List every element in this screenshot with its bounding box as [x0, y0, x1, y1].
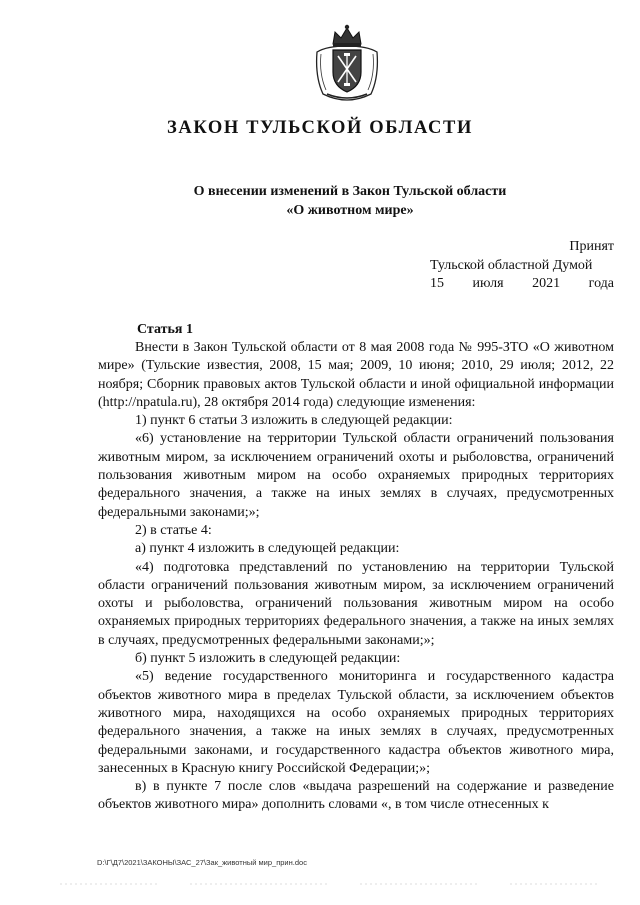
subtitle-line-1: О внесении изменений в Закон Тульской области [193, 184, 507, 199]
paragraph: б) пункт 5 изложить в следующей редакции: [135, 651, 401, 667]
adopted-by: Тульской областной Думой [430, 257, 593, 273]
adoption-month: июля [472, 276, 504, 291]
paragraph: «4) подготовка представлений по установлению на территории Тульской области ограничений пользования животным миром, за исключением ограничений охоты и рыболовства, ограничений пользования животным миром на особо охраняемых природных территориях федерального значения, а также на иных землях в случаях, предусмотренных федеральными законами;»; [98, 559, 614, 648]
article-heading: Статья 1 [137, 322, 193, 337]
law-subtitle [0, 182, 640, 220]
law-title: ЗАКОН ТУЛЬСКОЙ ОБЛАСТИ [167, 118, 473, 138]
adoption-block [430, 238, 614, 294]
paragraph: 2) в статье 4: [135, 522, 212, 538]
adoption-year: 2021 [532, 276, 561, 291]
coat-of-arms-icon [313, 22, 381, 104]
paragraph: «5) ведение государственного мониторинга и государственного кадастра объектов животного мира в пределах Тульской области, за исключением объектов животного мира, находящихся на особо охраняемых природных территориях федерального значения, а также на иных землях в случаях, предусмотренных федеральными законами, и государственного кадастра объектов животного мира, занесенных в Красную книгу Российской Федерации;»; [98, 669, 614, 776]
paragraph: Внести в Закон Тульской области от 8 мая 2008 года № 995-ЗТО «О животном мире» (Тульские известия, 2008, 15 мая; 2009, 10 июня; 2010, 29 июля; 2012, 22 ноября; Сборник правовых актов Тульской области и иной официальной информации (http://npatula.ru), 28 октября 2014 года) следующие изменения: [98, 340, 614, 410]
article-body [98, 339, 614, 815]
subtitle-line-2: «О животном мире» [286, 203, 414, 218]
paragraph: «6) установление на территории Тульской области ограничений пользования животным миром, за исключением ограничений охоты и рыболовства, ограничений пользования животным миром на особо охраняемых природных территориях федерального значения, а также на иных землях в случаях, предусмотренных федеральными законами;»; [98, 431, 614, 520]
adoption-date [430, 275, 614, 294]
paragraph: а) пункт 4 изложить в следующей редакции: [135, 541, 400, 557]
paragraph: 1) пункт 6 статьи 3 изложить в следующей редакции: [135, 413, 453, 429]
adoption-year-word: года [588, 276, 614, 291]
scan-artifact-divider [0, 882, 640, 886]
adoption-day: 15 [430, 276, 444, 291]
file-path-footer: D:\Г\Д7\2021\ЗАКОНЫ\ЗАС_27\Зак_животный мир_прин.doc [97, 858, 307, 867]
paragraph: в) в пункте 7 после слов «выдача разрешений на содержание и разведение объектов животного мира» дополнить словами «, в том числе отнесенных к [98, 779, 614, 813]
adopted-label: Принят [569, 239, 614, 254]
